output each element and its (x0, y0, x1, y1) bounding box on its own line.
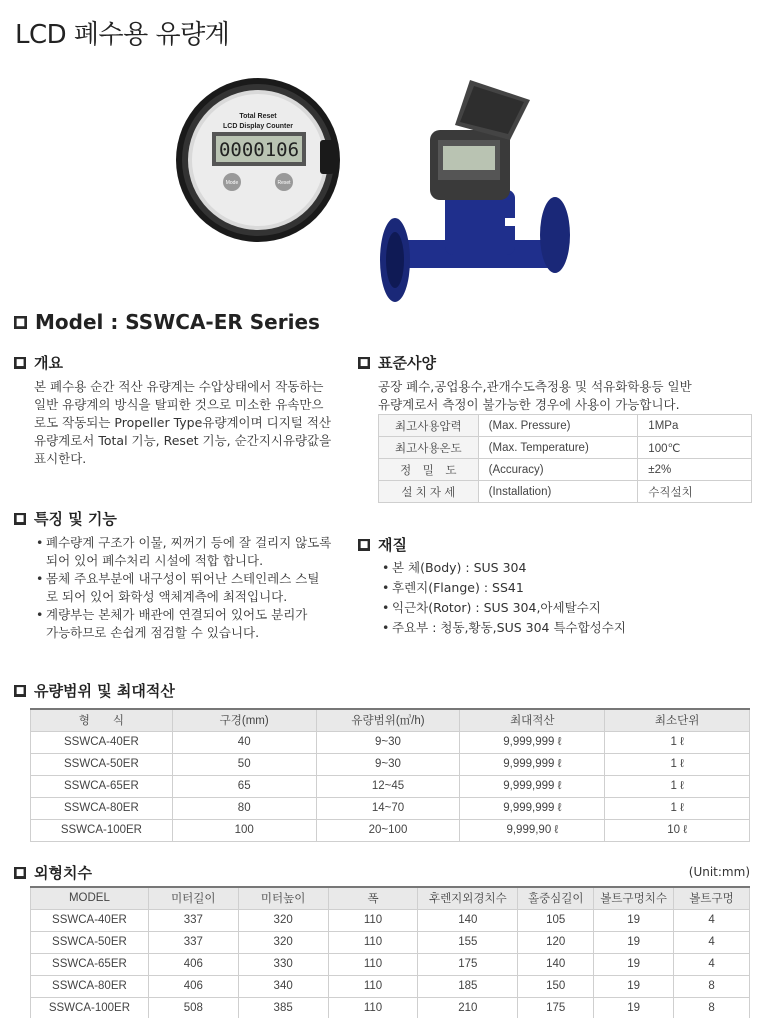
dims-heading (14, 862, 92, 883)
dimensions-table (30, 886, 750, 1018)
overview-title: 개요 (34, 354, 63, 372)
column-header: 유량범위(㎥/h) (316, 709, 460, 731)
overview-heading (14, 352, 63, 373)
spec-value: 100℃ (638, 437, 752, 459)
table-row: SSWCA-50ER 337 320 110 155 120 19 4 (31, 931, 750, 953)
bullet-icon: ■ (15, 357, 25, 368)
spec-en: (Installation) (478, 481, 638, 503)
bullet-icon: ■ (359, 357, 369, 368)
bullet-icon: ■ (15, 316, 26, 328)
table-row (379, 459, 752, 481)
list-item: • 폐수량계 구조가 이물, 찌꺼기 등에 잘 걸리지 않도록 되어 있어 폐수처리 시설에 적합 합니다. (36, 534, 356, 570)
features-heading (14, 508, 117, 529)
mode-button-label: Mode (225, 180, 239, 186)
list-item: • 계량부는 본체가 배관에 연결되어 있어도 분리가 가능하므로 손쉽게 점검할 수 있습니다. (36, 606, 356, 642)
spec-table (378, 414, 752, 503)
bullet-icon: ■ (15, 867, 25, 878)
table-header-row: MODEL 미터길이 미터높이 폭 후렌지외경치수 홀중심길이 볼트구멍치수 볼트구멍 (31, 887, 750, 909)
table-header-row (31, 709, 750, 731)
overview-line: 로도 작동되는 Propeller Type유량계이며 디지털 적산 (34, 415, 332, 430)
flow-meter-image (380, 80, 570, 302)
list-item: • 몸체 주요부분에 내구성이 뛰어난 스테인레스 스틸 로 되어 있어 화학성 액체계측에 최적입니다. (36, 570, 356, 606)
flow-title: 유량범위 및 최대적산 (34, 682, 175, 700)
spec-value: ±2% (638, 459, 752, 481)
table-row: SSWCA-100ER 508 385 110 210 175 19 8 (31, 997, 750, 1018)
spec-key: 최고사용압력 (379, 415, 479, 437)
bullet-icon: ■ (359, 539, 369, 550)
overview-line: 일반 유량계의 방식을 탈피한 것으로 미소한 유속만으 (34, 397, 324, 412)
reset-button-label: Reset (277, 180, 291, 186)
overview-line: 유량계로서 Total 기능, Reset 기능, 순간지시유량값을 (34, 433, 332, 448)
bullet-icon: ■ (15, 513, 25, 524)
standard-title: 표준사양 (378, 354, 436, 372)
table-row: SSWCA-40ER 40 9~30 9,999,999 ℓ 1 ℓ (31, 731, 750, 753)
flow-heading (14, 680, 175, 701)
spec-key: 정 밀 도 (379, 459, 479, 481)
counter-label-1: Total Reset (239, 113, 277, 120)
bullet-icon: ■ (15, 685, 25, 696)
standard-heading (358, 352, 436, 373)
table-row: SSWCA-100ER 100 20~100 9,999,90 ℓ 10 ℓ (31, 819, 750, 841)
material-list (382, 558, 742, 638)
table-row (379, 415, 752, 437)
page-title: LCD 폐수용 유량계 (15, 20, 230, 50)
standard-line: 공장 폐수,공업용수,관개수도측정용 및 석유화학용등 일반 (378, 379, 692, 394)
column-header: 형 식 (31, 709, 173, 731)
overview-line: 본 폐수용 순간 적산 유량계는 수압상태에서 작동하는 (34, 379, 324, 394)
overview-text (34, 378, 344, 468)
model-label: Model : SSWCA-ER Series (35, 310, 320, 334)
list-item: • 후렌지(Flange) : SS41 (382, 578, 742, 598)
spec-en: (Max. Temperature) (478, 437, 638, 459)
material-heading (358, 534, 407, 555)
overview-line: 표시한다. (34, 451, 87, 466)
spec-value: 1MPa (638, 415, 752, 437)
features-title: 특징 및 기능 (34, 510, 117, 528)
standard-text (378, 378, 758, 414)
table-row: SSWCA-80ER 80 14~70 9,999,999 ℓ 1 ℓ (31, 797, 750, 819)
list-item: • 주요부 : 청동,황동,SUS 304 특수합성수지 (382, 618, 742, 638)
spec-key: 설 치 자 세 (379, 481, 479, 503)
spec-en: (Accuracy) (478, 459, 638, 481)
counter-display: 0000106 (218, 139, 300, 161)
spec-key: 최고사용온도 (379, 437, 479, 459)
spec-en: (Max. Pressure) (478, 415, 638, 437)
column-header: 최대적산 (460, 709, 605, 731)
table-row: SSWCA-65ER 65 12~45 9,999,999 ℓ 1 ℓ (31, 775, 750, 797)
product-images (0, 70, 780, 310)
flow-range-table (30, 708, 750, 842)
spec-value: 수직설치 (638, 481, 752, 503)
features-list (36, 534, 356, 642)
table-row (379, 481, 752, 503)
column-header: 최소단위 (605, 709, 750, 731)
material-title: 재질 (378, 536, 407, 554)
table-row (379, 437, 752, 459)
list-item: • 본 체(Body) : SUS 304 (382, 558, 742, 578)
table-row: SSWCA-65ER 406 330 110 175 140 19 4 (31, 953, 750, 975)
product-illustration (0, 70, 780, 310)
list-item: • 익근차(Rotor) : SUS 304,아세탈수지 (382, 598, 742, 618)
table-row: SSWCA-40ER 337 320 110 140 105 19 4 (31, 909, 750, 931)
table-row: SSWCA-80ER 406 340 110 185 150 19 8 (31, 975, 750, 997)
table-row: SSWCA-50ER 50 9~30 9,999,999 ℓ 1 ℓ (31, 753, 750, 775)
standard-line: 유량계로서 측정이 불가능한 경우에 사용이 가능합니다. (378, 397, 680, 412)
column-header: 구경(mm) (172, 709, 316, 731)
lcd-counter-image (176, 78, 340, 242)
dims-title: 외형치수 (34, 864, 92, 882)
model-heading (14, 310, 320, 334)
counter-label-2: LCD Display Counter (222, 123, 294, 130)
unit-label: (Unit:mm) (688, 865, 750, 879)
